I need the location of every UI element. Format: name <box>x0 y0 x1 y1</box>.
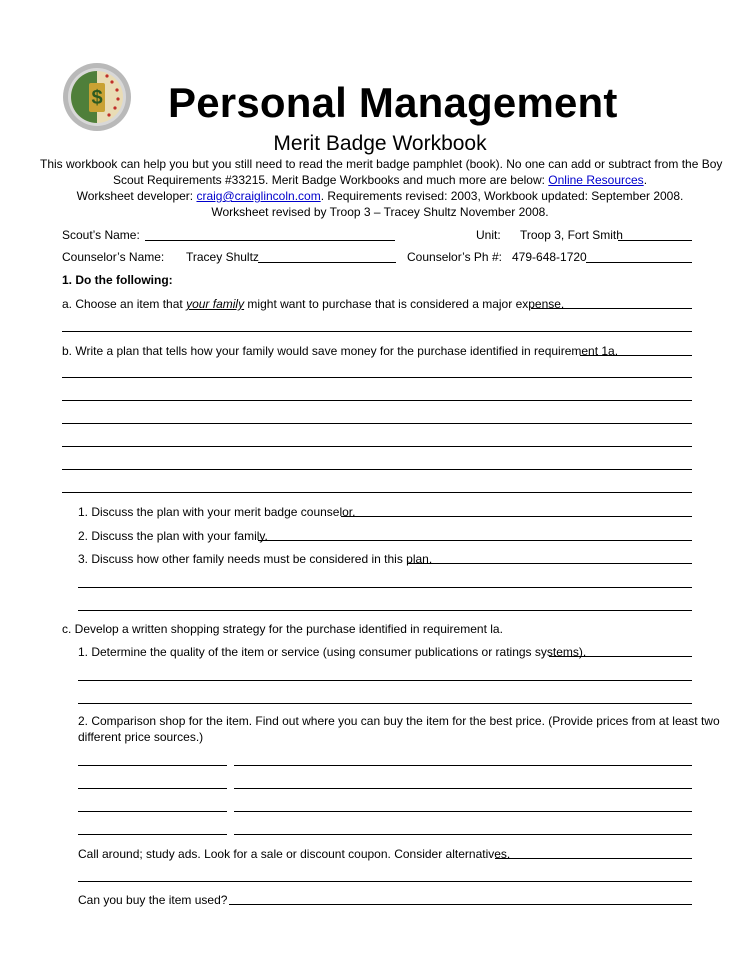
answer-line[interactable] <box>408 563 692 564</box>
answer-line[interactable] <box>78 587 692 588</box>
svg-text:$: $ <box>91 87 103 109</box>
requirement-1b3-text: 3. Discuss how other family needs must be considered in this plan. <box>78 552 433 566</box>
online-resources-link[interactable]: Online Resources <box>548 173 644 187</box>
intro-line-1: This workbook can help you but you still need to read the merit badge pamphlet (book). No one can add or subtract from the Boy <box>40 157 723 171</box>
call-around-text: Call around; study ads. Look for a sale or discount coupon. Consider alternatives. <box>78 847 511 861</box>
counselor-phone-field[interactable] <box>586 262 692 263</box>
answer-line[interactable] <box>62 331 692 332</box>
price-line[interactable] <box>234 834 692 835</box>
counselor-name-label: Counselor’s Name: <box>62 250 165 264</box>
price-line[interactable] <box>234 765 692 766</box>
answer-line[interactable] <box>495 858 692 859</box>
price-source-line[interactable] <box>78 834 227 835</box>
answer-line[interactable] <box>62 423 692 424</box>
intro-text <box>40 156 723 220</box>
counselor-phone-value: 479-648-1720 <box>512 250 587 264</box>
answer-line[interactable] <box>78 881 692 882</box>
answer-line[interactable] <box>341 516 692 517</box>
scout-name-label: Scout’s Name: <box>62 228 140 242</box>
requirement-1b2-text: 2. Discuss the plan with your family. <box>78 529 268 543</box>
counselor-phone-label: Counselor’s Ph #: <box>407 250 502 264</box>
developer-email-link[interactable]: craig@craiglincoln.com <box>196 189 321 203</box>
answer-line[interactable] <box>258 540 692 541</box>
scout-name-field[interactable] <box>145 240 395 241</box>
answer-line[interactable] <box>78 703 692 704</box>
price-source-line[interactable] <box>78 765 227 766</box>
merit-badge-icon <box>62 62 132 132</box>
price-line[interactable] <box>234 788 692 789</box>
price-source-line[interactable] <box>78 788 227 789</box>
answer-line[interactable] <box>62 469 692 470</box>
requirement-1c1-text: 1. Determine the quality of the item or service (using consumer publications or ratings systems). <box>78 645 587 659</box>
counselor-name-value: Tracey Shultz <box>186 250 259 264</box>
answer-line[interactable] <box>229 904 692 905</box>
page-subtitle: Merit Badge Workbook <box>273 132 487 155</box>
answer-line[interactable] <box>62 400 692 401</box>
answer-line[interactable] <box>78 680 692 681</box>
answer-line[interactable] <box>62 446 692 447</box>
unit-value: Troop 3, Fort Smith <box>520 228 623 242</box>
answer-line[interactable] <box>580 355 692 356</box>
answer-line[interactable] <box>549 656 692 657</box>
answer-line[interactable] <box>62 377 692 378</box>
page-title: Personal Management <box>168 79 618 126</box>
answer-line[interactable] <box>78 610 692 611</box>
unit-label: Unit: <box>476 228 501 242</box>
unit-field[interactable] <box>618 240 692 241</box>
requirement-1a-text: a. Choose an item that your family might want to purchase that is considered a major expense. <box>62 297 565 311</box>
requirement-1b1-text: 1. Discuss the plan with your merit badge counselor. <box>78 505 356 519</box>
requirement-1b-text: b. Write a plan that tells how your family would save money for the purchase identified in requirement 1a. <box>62 344 619 358</box>
intro-line-2: Scout Requirements #33215. Merit Badge Workbooks and much more are below: Online Resources. <box>112 173 648 187</box>
requirement-1-heading: 1. Do the following: <box>62 273 173 287</box>
requirement-1c2-text: 2. Comparison shop for the item. Find out where you can buy the item for the best price. (Provide prices from at least two different price sources.) <box>78 714 720 744</box>
intro-line-4: Worksheet revised by Troop 3 – Tracey Shultz November 2008. <box>211 205 549 219</box>
counselor-name-field[interactable] <box>258 262 396 263</box>
price-source-line[interactable] <box>78 811 227 812</box>
answer-line[interactable] <box>531 308 692 309</box>
requirement-1c-text: c. Develop a written shopping strategy for the purchase identified in requirement la. <box>62 622 503 636</box>
price-line[interactable] <box>234 811 692 812</box>
buy-used-text: Can you buy the item used? <box>78 893 228 907</box>
intro-line-3: Worksheet developer: craig@craiglincoln.com. Requirements revised: 2003, Workbook updated: September 2008. <box>76 189 684 203</box>
answer-line[interactable] <box>62 492 692 493</box>
